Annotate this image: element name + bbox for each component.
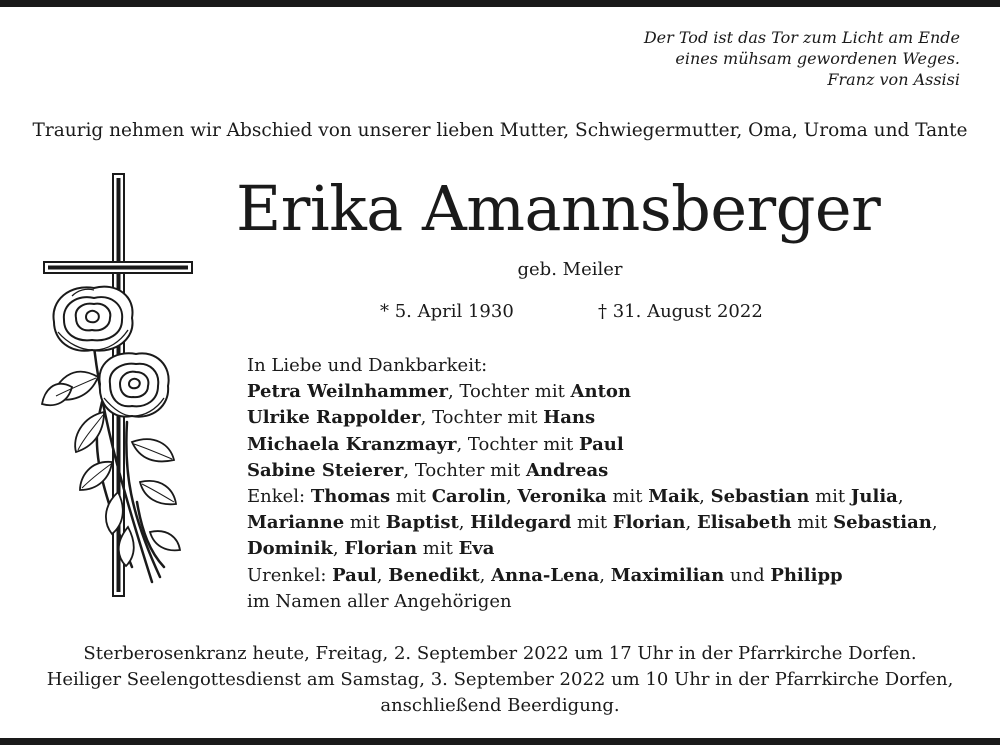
enkel-name: Hildegard [470, 512, 572, 534]
mourner-line [247, 405, 938, 431]
separator: , [931, 512, 938, 534]
enkel-label: Enkel: [247, 486, 311, 508]
separator: mit [791, 512, 834, 534]
separator: , [332, 538, 345, 560]
birth-date: * 5. April 1930 [380, 301, 514, 322]
separator: , [458, 512, 471, 534]
intro-text: Traurig nehmen wir Abschied von unserer lieben Mutter, Schwiegermutter, Oma, Uroma und Tante [32, 120, 968, 141]
separator: , [699, 486, 711, 508]
enkel-name: Thomas [310, 486, 391, 508]
separator: mit [390, 486, 432, 508]
quote-author: Franz von Assisi [827, 70, 960, 89]
service-line: Heiliger Seelengottesdienst am Samstag, 3. September 2022 um 10 Uhr in der Pfarrkirche Dorfen, [46, 669, 954, 690]
enkel-line [247, 510, 938, 536]
separator: , [479, 564, 492, 586]
mourner-partner: Anton [570, 381, 632, 403]
mourner-relation: , Tochter mit [403, 459, 526, 481]
enkel-name: Florian [344, 538, 418, 560]
enkel-name: Julia [850, 486, 898, 508]
urenkel-line [247, 563, 938, 589]
service-line: anschließend Beerdigung. [380, 695, 620, 716]
enkel-name: Veronika [517, 486, 607, 508]
enkel-name: Maik [648, 486, 700, 508]
mourner-partner: Hans [543, 407, 596, 429]
enkel-name: Marianne [247, 512, 345, 534]
mourner-relation: , Tochter mit [447, 381, 571, 403]
deceased-name: Erika Amannsberger [236, 172, 881, 245]
mourner-line [247, 458, 938, 484]
mourner-relation: , Tochter mit [420, 407, 544, 429]
enkel-name: Baptist [385, 512, 459, 534]
separator: , [376, 564, 389, 586]
mourners-block [247, 353, 938, 615]
separator: , [505, 486, 518, 508]
separator: , [685, 512, 697, 534]
cross-with-roses-icon [32, 172, 202, 602]
enkel-name: Eva [458, 538, 495, 560]
service-info [0, 641, 1000, 719]
enkel-name: Elisabeth [696, 512, 792, 534]
separator: mit [417, 538, 459, 560]
urenkel-name: Paul [332, 564, 377, 586]
separator: mit [571, 512, 613, 534]
quote-line: Der Tod ist das Tor zum Licht am Ende [643, 28, 960, 47]
quote-line: eines mühsam gewordenen Weges. [675, 49, 960, 68]
mourner-partner: Andreas [525, 459, 609, 481]
separator: mit [344, 512, 386, 534]
enkel-name: Dominik [247, 538, 333, 560]
quote-block [644, 27, 960, 90]
separator: und [724, 564, 771, 586]
enkel-name: Florian [612, 512, 686, 534]
urenkel-name: Anna-Lena [491, 564, 600, 586]
separator: , [599, 564, 611, 586]
mourner-partner: Paul [579, 433, 624, 455]
enkel-name: Sebastian [710, 486, 810, 508]
mourner-line [247, 379, 938, 405]
separator: , [897, 486, 904, 508]
urenkel-name: Benedikt [388, 564, 480, 586]
mourner-relation: , Tochter mit [456, 433, 580, 455]
separator: mit [809, 486, 851, 508]
mourner-name: Sabine Steierer [247, 459, 404, 481]
urenkel-name: Philipp [770, 564, 843, 586]
mourner-name: Petra Weilnhammer [247, 381, 448, 403]
enkel-name: Sebastian [833, 512, 932, 534]
service-line: Sterberosenkranz heute, Freitag, 2. September 2022 um 17 Uhr in der Pfarrkirche Dorfen. [83, 643, 917, 664]
enkel-line [247, 484, 938, 510]
separator: mit [606, 486, 649, 508]
mourners-closing: im Namen aller Angehörigen [247, 590, 512, 612]
enkel-line [247, 536, 938, 562]
mourner-line [247, 432, 938, 458]
death-date: † 31. August 2022 [598, 301, 763, 322]
urenkel-label: Urenkel: [247, 564, 333, 586]
urenkel-name: Maximilian [610, 564, 725, 586]
mourners-heading: In Liebe und Dankbarkeit: [247, 355, 488, 376]
maiden-name: geb. Meiler [517, 259, 623, 280]
mourner-name: Ulrike Rappolder [247, 407, 421, 429]
enkel-name: Carolin [431, 486, 506, 508]
mourner-name: Michaela Kranzmayr [247, 433, 457, 455]
